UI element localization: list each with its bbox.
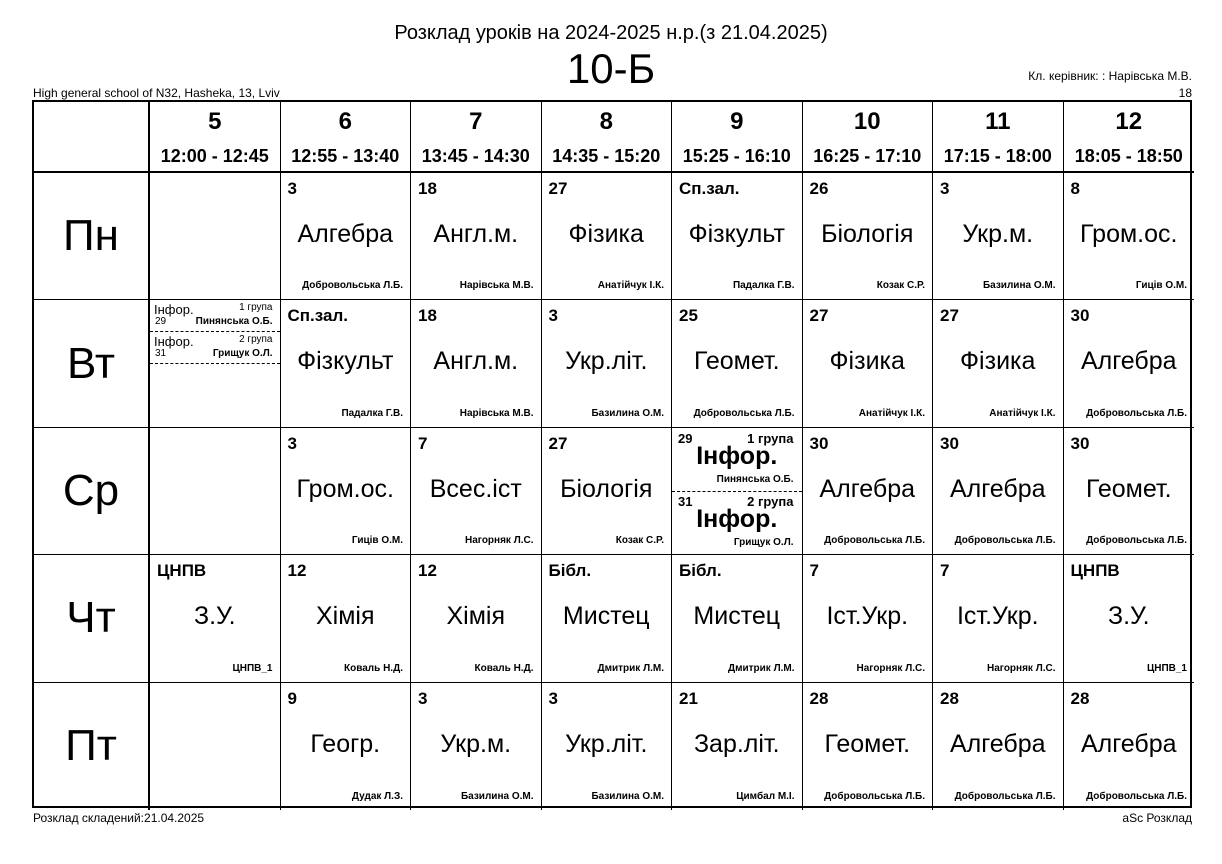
lesson-room: 28 [1070,688,1090,708]
lesson-subject: Всес.іст [429,474,522,503]
period-header [1064,102,1195,173]
lesson-room: 18 [418,306,437,326]
lesson-teacher: Гиців О.М. [1135,280,1187,292]
lesson-teacher: Нагорняк Л.С. [465,535,534,547]
period-number: 7 [469,108,483,135]
lesson-teacher: Добровольська Л.Б. [1086,790,1187,802]
period-header [672,102,803,173]
lesson-subject: Фізкульт [688,220,785,248]
lesson-cell[interactable] [411,300,542,427]
lesson-room: ЦНПВ [1070,561,1120,581]
lesson-cell[interactable] [933,683,1064,810]
lesson-cell[interactable] [672,173,803,300]
lesson-room: Бібл. [679,561,722,581]
lesson-room: 7 [809,561,819,581]
lesson-subject: Укр.літ. [565,729,648,758]
lesson-room: 7 [940,561,950,581]
class-name: 10-Б [566,45,656,92]
lesson-subject: Біологія [821,220,914,248]
lesson-subject: Фізика [568,220,644,248]
app-name: aSc Розклад [1122,811,1192,825]
lesson-cell[interactable] [803,173,934,300]
lesson-subject: Геомет. [1085,474,1172,503]
period-number: 10 [853,108,881,135]
lesson-room: 28 [809,688,829,708]
period-header [542,102,673,173]
period-time: 12:55 - 13:40 [291,146,400,166]
lesson-room: 30 [940,433,959,453]
lesson-cell[interactable] [281,683,412,810]
lesson-room: 7 [418,433,428,453]
lesson-teacher: Базилина О.М. [460,790,534,802]
period-header [281,102,412,173]
lesson-cell[interactable] [542,555,673,682]
lesson-teacher: Падалка Г.В. [732,280,795,292]
group-subject: Інфор. [154,302,194,318]
period-number: 6 [338,108,352,135]
lesson-room: 26 [809,179,829,198]
lesson-subject: З.У. [1107,602,1150,631]
empty-cell [150,683,281,810]
lesson-teacher: Коваль Н.Д. [474,662,534,674]
lesson-room: 27 [809,306,829,326]
lesson-subject: Іст.Укр. [826,602,909,631]
lesson-cell[interactable] [933,173,1064,300]
lesson-cell[interactable] [1064,300,1195,427]
lesson-teacher: Добровольська Л.Б. [954,790,1056,802]
lesson-cell[interactable] [542,428,673,555]
day-label: Пт [34,683,150,810]
created-date: Розклад складений:21.04.2025 [33,811,205,825]
lesson-room: Бібл. [548,561,592,581]
period-header [933,102,1064,173]
lesson-room: 21 [679,688,698,708]
group-room: 29 [678,430,693,446]
lesson-cell[interactable] [1064,173,1195,300]
lesson-room: 27 [548,179,568,198]
lesson-subject: Фізика [829,347,905,376]
lesson-teacher: Добровольська Л.Б. [693,407,795,419]
lesson-teacher: Нарівська М.В. [459,280,534,292]
lesson-cell[interactable] [672,683,803,810]
lesson-teacher: Базилина О.М. [591,407,664,419]
lesson-teacher: Дудак Л.З. [351,790,403,802]
lesson-cell[interactable] [803,683,934,810]
lesson-room: ЦНПВ [157,561,207,581]
lesson-room: 27 [548,433,568,453]
period-number: 12 [1115,108,1143,135]
lesson-cell[interactable] [542,683,673,810]
lesson-cell[interactable] [150,300,281,427]
group-room: 29 [155,316,167,328]
lesson-room: 12 [287,561,307,581]
period-number: 9 [730,108,744,135]
lesson-subject: Алгебра [297,220,394,248]
lesson-cell[interactable] [933,555,1064,682]
lesson-room: 30 [809,433,829,453]
lesson-cell[interactable] [281,428,412,555]
lesson-subject: Алгебра [1080,347,1177,376]
lesson-cell[interactable] [1064,555,1195,682]
lesson-subject: Мистец [562,602,650,631]
day-label: Пн [34,173,150,300]
lesson-subject: Укр.літ. [565,347,648,376]
period-number: 5 [208,108,222,135]
lesson-teacher: Анатійчук І.К. [858,407,925,419]
period-header [150,102,281,173]
empty-cell [150,173,281,300]
lesson-cell[interactable] [803,428,934,555]
lesson-subject: Фізкульт [297,347,394,376]
lesson-room: 3 [287,433,297,453]
lesson-subject: Геомет. [693,347,780,376]
lesson-cell[interactable] [803,300,934,427]
period-time: 18:05 - 18:50 [1074,146,1183,166]
lesson-cell[interactable] [672,300,803,427]
lesson-room: 3 [287,179,297,198]
group-subject: Інфор. [154,334,194,350]
group-lesson[interactable] [672,491,802,554]
period-time: 12:00 - 12:45 [160,146,269,166]
lesson-subject: Хімія [446,602,505,631]
lesson-room: 27 [940,306,959,326]
lesson-teacher: Падалка Г.В. [341,407,403,419]
lesson-cell[interactable] [933,300,1064,427]
day-label: Ср [34,428,150,555]
group-teacher: Пинянська О.Б. [195,316,273,328]
lesson-room: 18 [418,179,437,198]
group-subject: Інфор. [696,441,778,470]
lesson-subject: Англ.м. [433,220,519,248]
group-lesson[interactable] [150,332,280,364]
lesson-teacher: Добровольська Л.Б. [302,280,403,292]
lesson-cell[interactable] [150,555,281,682]
empty-cell [150,428,281,555]
lesson-teacher: ЦНПВ_1 [232,662,273,674]
lesson-subject: Англ.м. [433,347,519,376]
lesson-teacher: Добровольська Л.Б. [1086,535,1187,547]
lesson-room: Сп.зал. [679,179,740,198]
lesson-subject: Укр.м. [962,220,1034,248]
lesson-cell[interactable] [411,555,542,682]
period-time: 16:25 - 17:10 [813,146,922,166]
lesson-subject: Зар.літ. [693,729,780,758]
lesson-teacher: Анатійчук І.К. [989,407,1056,419]
lesson-room: 3 [548,306,558,326]
group-room: 31 [155,348,167,360]
lesson-subject: Фізика [960,347,1036,376]
period-time: 17:15 - 18:00 [943,146,1052,166]
group-label: 1 група [239,302,273,314]
lesson-cell[interactable] [672,555,803,682]
lesson-teacher: Нагорняк Л.С. [856,662,925,674]
group-subject: Інфор. [696,504,778,533]
lesson-cell[interactable] [281,555,412,682]
lesson-subject: Хімія [315,602,375,631]
lesson-teacher: Дмитрик Л.М. [597,662,664,674]
lesson-teacher: ЦНПВ_1 [1146,662,1187,674]
timetable-grid [32,100,1192,808]
period-time: 14:35 - 15:20 [552,146,661,166]
day-label: Чт [34,555,150,682]
lesson-subject: Укр.м. [440,729,512,758]
lesson-cell[interactable] [933,428,1064,555]
corner-cell [34,102,150,173]
group-teacher: Пинянська О.Б. [716,473,794,485]
lesson-teacher: Добровольська Л.Б. [1086,407,1187,419]
lesson-cell[interactable] [672,428,803,555]
page-title: Розклад уроків на 2024-2025 н.р.(з 21.04.2025) [394,22,828,44]
lesson-cell[interactable] [1064,428,1195,555]
lesson-subject: Алгебра [949,474,1046,503]
lesson-room: 3 [418,688,428,708]
group-label: 2 група [747,493,794,509]
lesson-room: 12 [418,561,437,581]
lesson-subject: Біологія [560,474,653,503]
school-name: High general school of N32, Hasheka, 13, Lviv [33,86,280,100]
lesson-teacher: Цимбал М.І. [736,790,795,802]
lesson-teacher: Добровольська Л.Б. [824,790,925,802]
lesson-room: 8 [1070,179,1080,198]
period-time: 15:25 - 16:10 [682,146,791,166]
lesson-teacher: Добровольська Л.Б. [824,535,925,547]
group-label: 1 група [747,430,794,446]
lesson-subject: Алгебра [1080,729,1177,758]
period-number: 8 [599,108,613,135]
lesson-teacher: Коваль Н.Д. [344,662,403,674]
period-header [803,102,934,173]
group-lesson[interactable] [150,300,280,332]
lesson-cell[interactable] [411,683,542,810]
lesson-room: 30 [1070,433,1090,453]
lesson-teacher: Дмитрик Л.М. [727,662,795,674]
lesson-cell[interactable] [542,300,673,427]
group-teacher: Грищук О.Л. [212,348,273,360]
lesson-cell[interactable] [411,173,542,300]
lesson-teacher: Добровольська Л.Б. [954,535,1056,547]
day-label: Вт [34,300,150,427]
lesson-room: 25 [679,306,698,326]
lesson-room: 28 [940,688,959,708]
lesson-teacher: Базилина О.М. [982,280,1056,292]
period-time: 13:45 - 14:30 [421,146,530,166]
group-label: 2 група [239,334,273,346]
class-teacher: Кл. керівник: : Нарівська М.В. [1028,69,1192,83]
lesson-count: 18 [1178,86,1192,100]
lesson-cell[interactable] [281,300,412,427]
period-number: 11 [985,108,1011,135]
lesson-subject: Геогр. [310,729,381,758]
lesson-teacher: Козак С.Р. [615,535,664,547]
lesson-teacher: Козак С.Р. [876,280,925,292]
lesson-room: 30 [1070,306,1090,326]
lesson-teacher: Базилина О.М. [591,790,664,802]
lesson-room: 9 [287,688,297,708]
lesson-cell[interactable] [1064,683,1195,810]
lesson-cell[interactable] [542,173,673,300]
period-header [411,102,542,173]
lesson-teacher: Гиців О.М. [351,535,403,547]
lesson-room: 3 [940,179,950,198]
lesson-subject: Алгебра [949,729,1046,758]
lesson-subject: З.У. [193,602,236,631]
lesson-subject: Геомет. [824,729,911,758]
lesson-room: Сп.зал. [287,306,348,326]
lesson-teacher: Анатійчук І.К. [597,280,664,292]
group-teacher: Грищук О.Л. [733,536,794,548]
group-lesson[interactable] [672,428,802,492]
lesson-teacher: Нагорняк Л.С. [987,662,1056,674]
lesson-teacher: Нарівська М.В. [459,407,534,419]
lesson-subject: Мистец [693,602,781,631]
lesson-subject: Іст.Укр. [956,602,1039,631]
lesson-cell[interactable] [411,428,542,555]
group-room: 31 [678,493,693,509]
lesson-subject: Гром.ос. [1080,220,1178,248]
lesson-room: 3 [548,688,558,708]
lesson-subject: Гром.ос. [296,474,394,503]
lesson-cell[interactable] [803,555,934,682]
lesson-subject: Алгебра [819,474,916,503]
lesson-cell[interactable] [281,173,412,300]
